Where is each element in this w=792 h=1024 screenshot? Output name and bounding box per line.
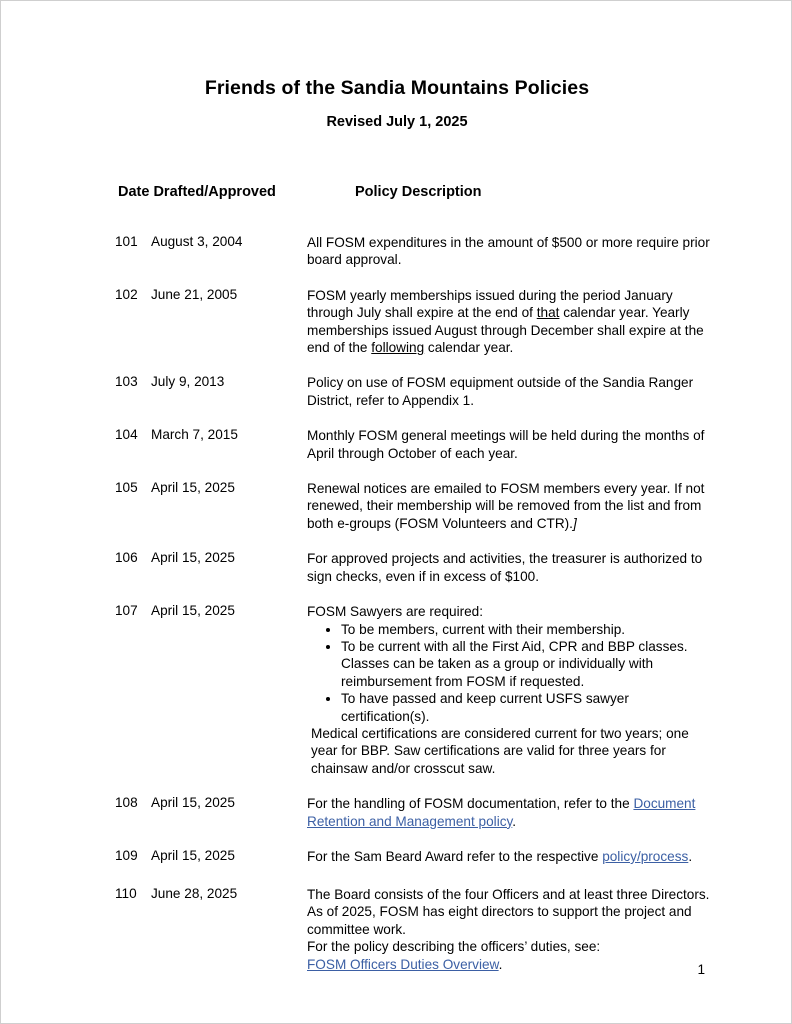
policy-description <box>307 287 715 357</box>
document-title: Friends of the Sandia Mountains Policies <box>204 77 590 99</box>
policy-row <box>79 550 715 585</box>
policy-list <box>79 234 715 973</box>
policy-row <box>79 287 715 357</box>
policy-description <box>307 848 715 865</box>
policy-bullet-list <box>307 621 715 725</box>
policy-text-segment: FOSM yearly memberships issued during the period January through July shall expire at the end of <box>307 287 673 321</box>
policy-description <box>307 603 715 777</box>
policy-text-secondary: For the policy describing the officers’ duties, see: <box>307 939 601 955</box>
policy-number: 102 <box>115 286 138 302</box>
policy-description <box>307 374 715 409</box>
policy-number: 101 <box>115 234 138 249</box>
policy-description <box>307 480 715 532</box>
policy-number: 109 <box>115 847 138 863</box>
policy-number: 105 <box>115 480 138 496</box>
policy-description <box>307 427 715 462</box>
policy-date: April 15, 2025 <box>151 795 235 811</box>
list-item: • To be current with all the First Aid, CPR and BBP classes. Classes can be taken as a group or individually with reimbursement from FOSM if requested. <box>341 638 715 690</box>
policy-row <box>79 848 715 868</box>
policy-text-segment: . <box>498 956 503 972</box>
policy-text-underlined: following <box>371 340 425 356</box>
policy-text-segment: . <box>688 848 693 864</box>
policy-description <box>307 550 715 585</box>
policy-text-segment: . <box>512 813 517 829</box>
policy-text-segment: calendar year. Yearly memberships issued August through December shall expire at the end of the <box>307 305 704 356</box>
document-retention-policy-link[interactable]: Document Retention and Management policy <box>307 796 696 829</box>
policy-description <box>307 234 715 269</box>
policy-date: April 15, 2025 <box>151 603 235 619</box>
policy-date: July 9, 2013 <box>151 374 225 390</box>
column-headers <box>79 184 715 206</box>
column-header-date: Date Drafted/Approved <box>118 184 276 200</box>
policy-text: The Board consists of the four Officers and at least three Directors. As of 2025, FOSM has eight directors to support the project and committee work. <box>307 886 710 937</box>
policy-date: August 3, 2004 <box>151 234 243 249</box>
policy-text-underlined: that <box>536 305 560 321</box>
page-number: 1 <box>697 962 705 977</box>
policy-text-segment: For the Sam Beard Award refer to the respective <box>307 848 603 864</box>
policy-date: April 15, 2025 <box>151 550 235 566</box>
policy-row <box>79 795 715 830</box>
policy-text-segment: Renewal notices are emailed to FOSM members every year. If not renewed, their membership will be removed from the list and from both e-groups (FOSM Volunteers and CTR). <box>307 481 705 531</box>
policy-number: 106 <box>115 550 138 566</box>
policy-row <box>79 234 715 269</box>
policy-text <box>307 287 715 357</box>
policy-description <box>307 795 715 830</box>
policy-intro-text: FOSM Sawyers are required: <box>307 604 484 620</box>
policy-text-segment: For the handling of FOSM documentation, refer to the <box>307 796 634 812</box>
policy-date: June 28, 2025 <box>151 885 238 901</box>
list-item: • To have passed and keep current USFS sawyer certification(s). <box>341 690 715 725</box>
policy-number: 110 <box>115 885 137 901</box>
policy-row <box>79 886 715 973</box>
policy-text <box>307 956 715 973</box>
policy-closing-text: Medical certifications are considered current for two years; one year for BBP. Saw certifications are valid for three years for chainsaw and/or crosscut saw. <box>311 725 689 776</box>
policy-date: March 7, 2015 <box>151 427 238 443</box>
policy-text: Monthly FOSM general meetings will be held during the months of April through October of each year. <box>307 428 705 461</box>
policy-text: All FOSM expenditures in the amount of $500 or more require prior board approval. <box>307 235 710 268</box>
policy-date: June 21, 2005 <box>151 286 238 302</box>
policy-text: Policy on use of FOSM equipment outside of the Sandia Ranger District, refer to Appendix 1. <box>307 375 694 408</box>
policy-text <box>307 480 715 532</box>
policy-text-italic: ] <box>572 515 577 531</box>
policy-row <box>79 374 715 409</box>
policy-number: 107 <box>115 603 138 619</box>
policy-text <box>307 795 715 830</box>
policy-row <box>79 603 715 777</box>
policy-row <box>79 427 715 462</box>
policy-description <box>307 886 715 973</box>
policy-number: 104 <box>115 427 138 443</box>
sam-beard-award-policy-link[interactable]: policy/process <box>602 848 689 864</box>
column-header-description: Policy Description <box>355 184 482 200</box>
policy-text-segment: calendar year. <box>424 340 514 356</box>
policy-date: April 15, 2025 <box>151 847 235 863</box>
policy-number: 108 <box>115 795 138 811</box>
fosm-officers-duties-overview-link[interactable]: FOSM Officers Duties Overview <box>307 956 499 972</box>
list-item: • To be members, current with their membership. <box>341 621 715 638</box>
policy-row <box>79 480 715 532</box>
policy-number: 103 <box>115 374 138 390</box>
policy-text <box>307 848 715 865</box>
document-body <box>1 1 792 1024</box>
policy-text: For approved projects and activities, the treasurer is authorized to sign checks, even if in excess of $100. <box>307 551 703 584</box>
policy-date: April 15, 2025 <box>151 480 235 496</box>
document-subtitle: Revised July 1, 2025 <box>326 114 468 130</box>
